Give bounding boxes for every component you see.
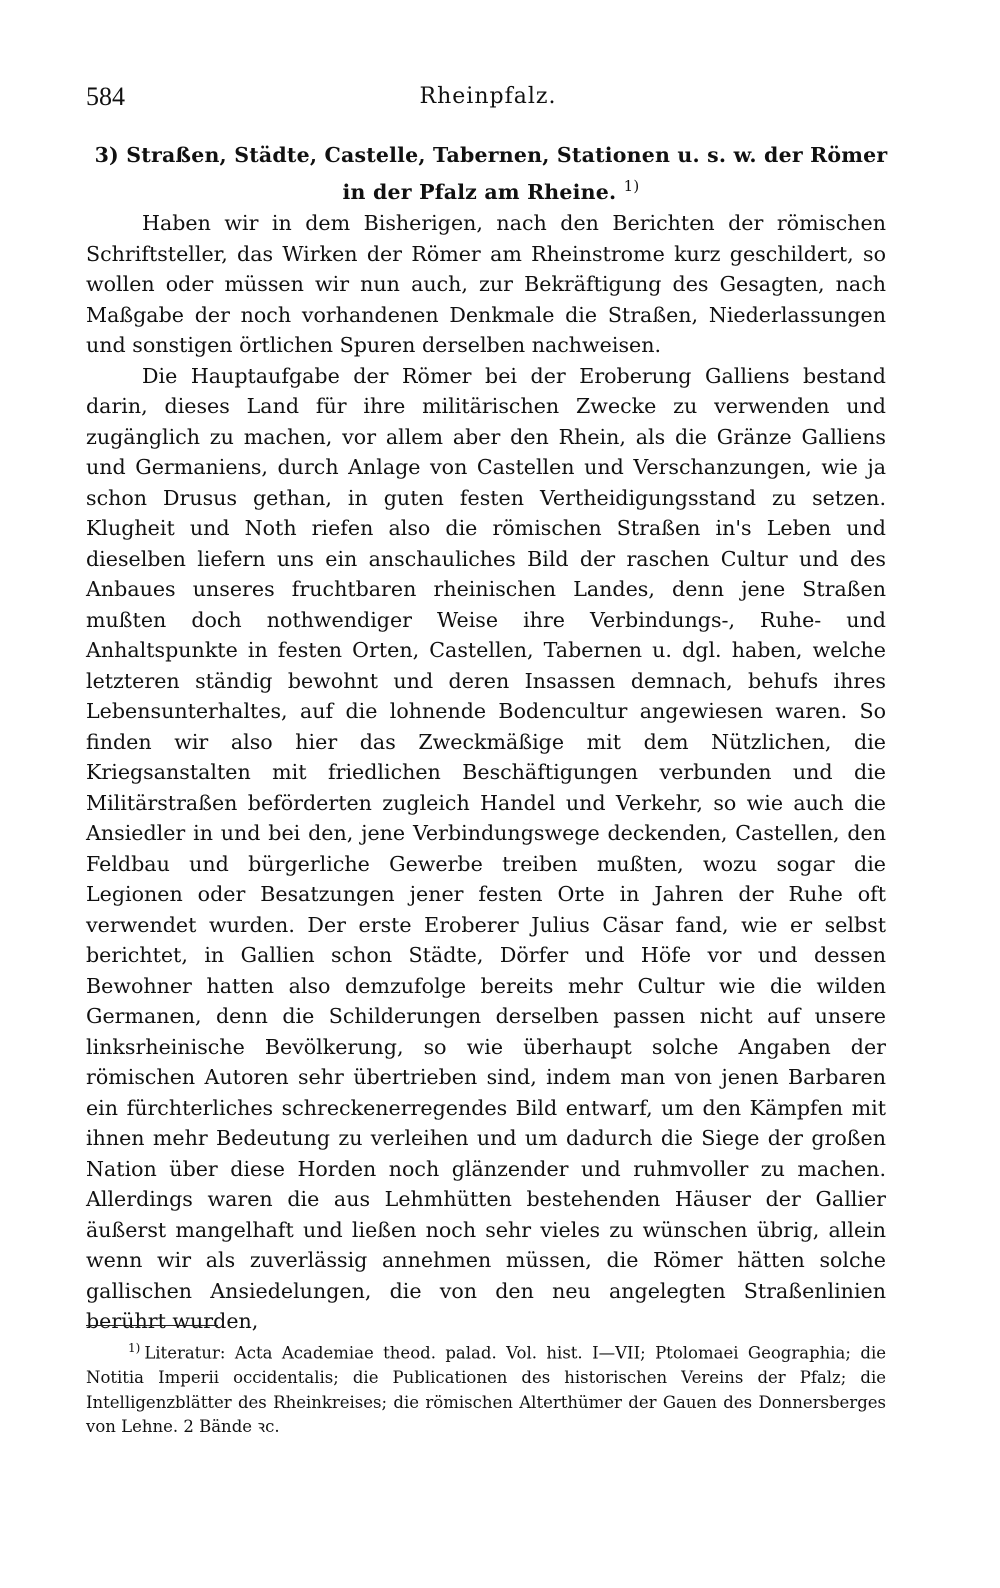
section-heading-text: 3) Straßen, Städte, Castelle, Tabernen, Stationen u. s. w. der Römer in der Pfalz am Rheine. bbox=[94, 143, 888, 204]
running-title: Rheinpfalz. bbox=[419, 84, 557, 109]
footnote-reference: 1) bbox=[623, 177, 640, 195]
footnote bbox=[86, 1336, 886, 1440]
section-heading bbox=[86, 140, 896, 208]
footnotes bbox=[86, 1336, 886, 1440]
running-head bbox=[86, 82, 890, 122]
footnote-divider bbox=[86, 1325, 218, 1326]
footnote-text: Literatur: Acta Academiae theod. palad. Vol. hist. I—VII; Ptolomaei Geographia; die Notitia Imperii occidentalis; die Publicationen des historischen Vereins der Pfalz; die Intelligenzblätter des Rheinkreises; die römischen Alterthümer der Gauen des Donnersberges von Lehne. 2 Bände ꝛc. bbox=[86, 1343, 886, 1436]
page-number: 584 bbox=[86, 82, 125, 111]
paragraph: Haben wir in dem Bisherigen, nach den Berichten der römischen Schriftsteller, das Wirken der Römer am Rheinstrome kurz geschildert, so wollen oder müssen wir nun auch, zur Bekräftigung des Gesagten, nach Maßgabe der noch vorhandenen Denkmale die Straßen, Niederlassungen und sonstigen örtlichen Spuren derselben nachweisen. bbox=[86, 211, 886, 357]
paragraph: Die Hauptaufgabe der Römer bei der Eroberung Galliens bestand darin, dieses Land für ihre militärischen Zwecke zu verwenden und zugänglich zu machen, vor allem aber den Rhein, als die Gränze Galliens und Germaniens, durch Anlage von Castellen und Verschanzungen, wie ja schon Drusus gethan, in guten festen Vertheidigungsstand zu setzen. Klugheit und Noth riefen also die römischen Straßen in's Leben und dieselben liefern uns ein anschauliches Bild der raschen Cultur und des Anbaues unseres fruchtbaren rheinischen Landes, denn jene Straßen mußten doch nothwendiger Weise ihre Verbindungs-, Ruhe- und Anhaltspunkte in festen Orten, Castellen, Tabernen u. dgl. haben, welche letzteren ständig bewohnt und deren Insassen demnach, behufs ihres Lebensunterhaltes, auf die lohnende Bodencultur angewiesen waren. So finden wir also hier das Zweckmäßige mit dem Nützlichen, die Kriegsanstalten mit friedlichen Beschäftigungen verbunden und die Militärstraßen beförderten zugleich Handel und Verkehr, so wie auch die Ansiedler in und bei den, jene Verbindungswege deckenden, Castellen, den Feldbau und bürgerliche Gewerbe treiben mußten, wozu sogar die Legionen oder Besatzungen jener festen Orte in Jahren der Ruhe oft verwendet wurden. Der erste Eroberer Julius Cäsar fand, wie er selbst berichtet, in Gallien schon Städte, Dörfer und Höfe vor und dessen Bewohner hatten also demzufolge bereits mehr Cultur wie die wilden Germanen, denn die Schilderungen derselben passen nicht auf unsere linksrheinische Bevölkerung, so wie überhaupt solche Angaben der römischen Autoren sehr übertrieben sind, indem man von jenen Barbaren ein fürchterliches schreckenerregendes Bild entwarf, um den Kämpfen mit ihnen mehr Bedeutung zu verleihen und um dadurch die Siege der großen Nation über diese Horden noch glänzender und ruhmvoller zu machen. Allerdings waren die aus Lehmhütten bestehenden Häuser der Gallier äußerst mangelhaft und ließen noch sehr vieles zu wünschen übrig, allein wenn wir als zuverlässig annehmen müssen, die Römer hätten solche gallischen Ansiedelungen, die von den neu angelegten Straßenlinien berührt wurden, bbox=[86, 363, 886, 1333]
footnote-number: 1) bbox=[128, 1341, 141, 1355]
body-text bbox=[86, 208, 886, 1337]
